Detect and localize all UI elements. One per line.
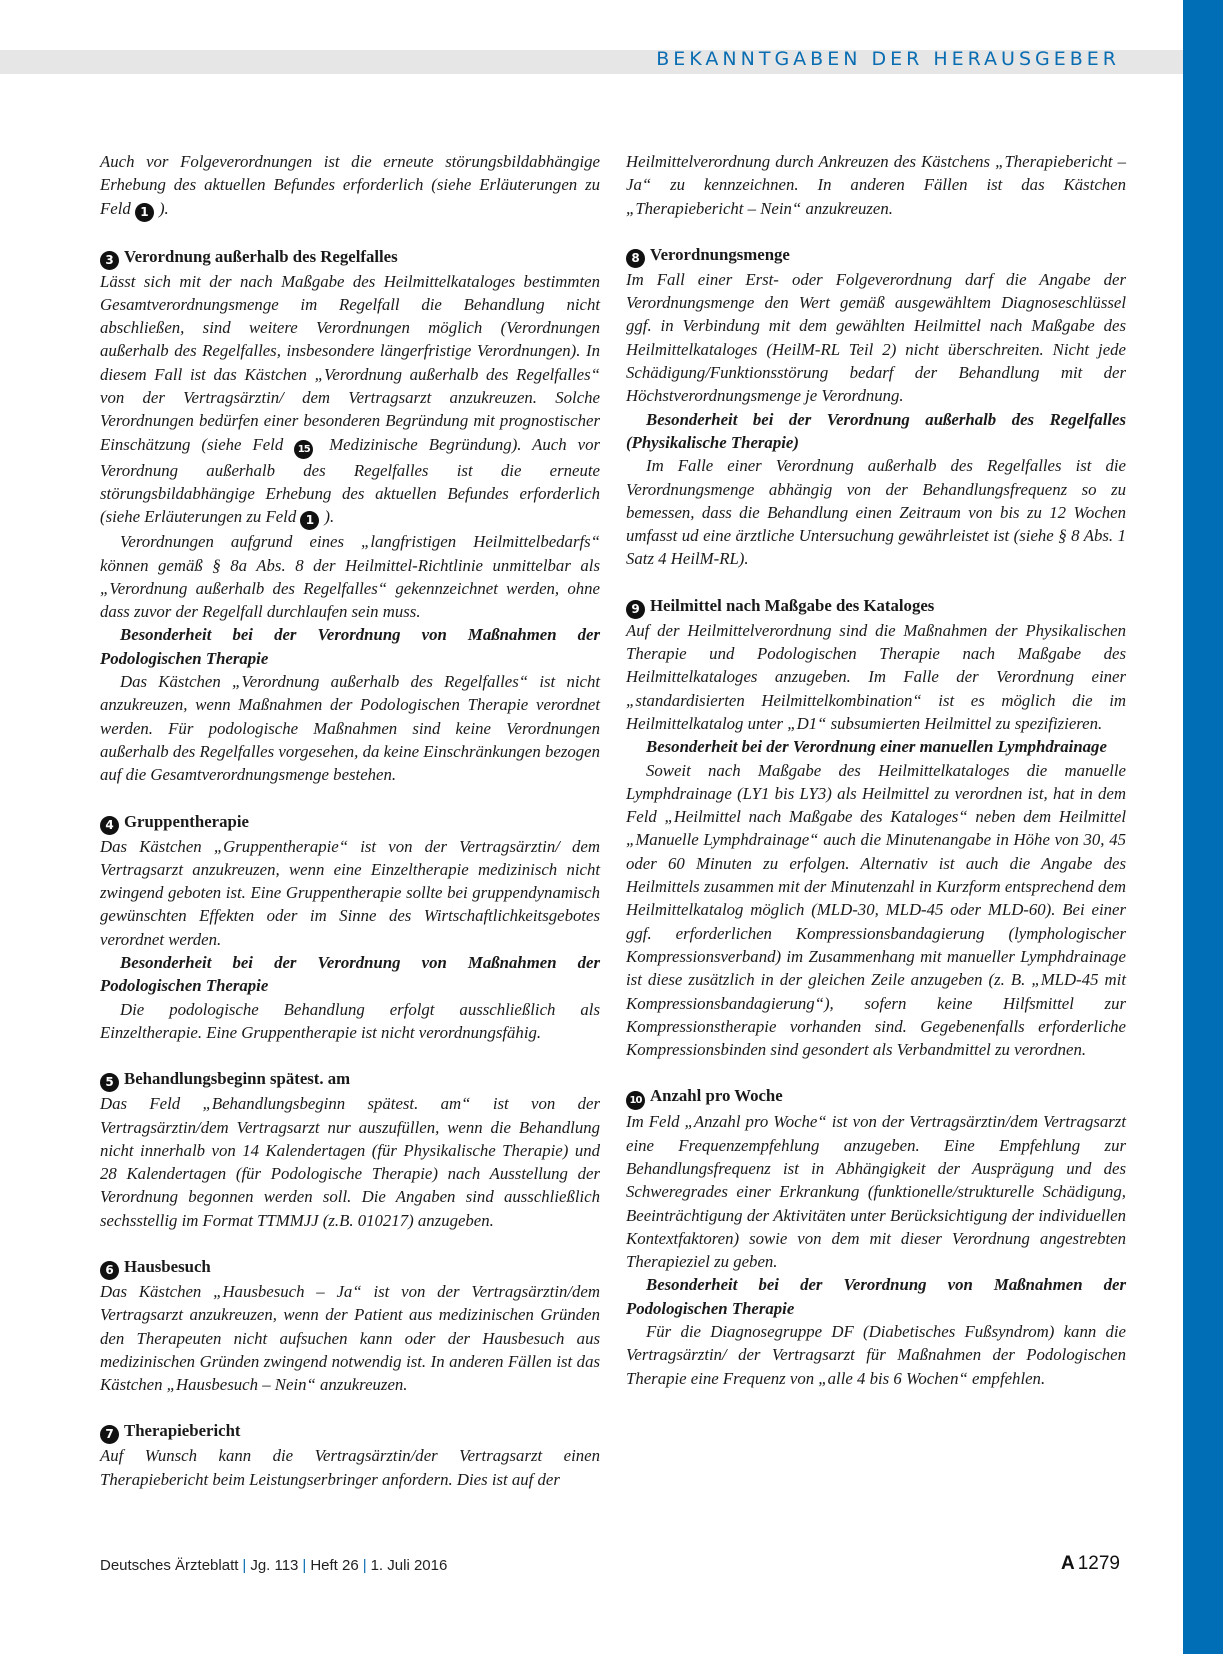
publication-date: 1. Juli 2016 <box>370 1557 448 1574</box>
page-number-value: 1279 <box>1077 1553 1120 1574</box>
continued-paragraph: Heilmittelverordnung durch Ankreuzen des Kästchens „Therapiebericht – Ja“ zu kennzeichnen. In anderen Fällen ist das Kästchen „Therapiebericht – Nein“ anzukreuzen. <box>626 152 1126 218</box>
section-8-paragraph-1: Im Fall einer Erst- oder Folgeverordnung darf die Angabe der Verordnungsmenge den Wert gemäß ausgewähltem Diagnoseschlüssel ggf. in Verbindung mit dem gewählten Heilmittel nach Maßgabe des Heilmittelkataloges (HeilM-RL Teil 2) nicht überschreiten. Nicht jede Schädigung/Funktionsstörung bedarf der Behandlung mit der Höchstverordnungsmenge je Verordnung. <box>626 269 1126 406</box>
section-header-title: BEKANNTGABEN DER HERAUSGEBER <box>656 48 1120 70</box>
section-3-paragraph-1 <box>100 270 600 531</box>
section-number-badge: 4 <box>100 816 119 835</box>
section-number-badge: 8 <box>626 249 645 268</box>
section-3-subheading: Besonderheit bei der Verordnung von Maßnahmen der Podologischen Therapie <box>100 625 600 668</box>
section-number-badge: 7 <box>100 1425 119 1444</box>
section-10-paragraph-1: Im Feld „Anzahl pro Woche“ ist von der Vertragsärztin/dem Vertragsarzt eine Frequenzempfehlung anzugeben. Eine Empfehlung zur Behandlungsfrequenz ist in Abhängigkeit der Ausprägung und des Schweregrades einer Erkrankung (funktionelle/strukturelle Schädigung, Beeinträchtigung der Aktivitäten unter Berücksichtigung der individuellen Kontextfaktoren) sowie von dem mit dieser Verordnung angestrebten Therapieziel zu geben. <box>626 1112 1126 1272</box>
section-heading-10 <box>626 1084 1126 1110</box>
page-number <box>1061 1553 1120 1575</box>
accent-sidebar-bar <box>1183 0 1223 1654</box>
section-heading-4 <box>100 810 600 835</box>
section-9-paragraph-1: Auf der Heilmittelverordnung sind die Maßnahmen der Physikalischen Therapie und Podologischen Therapie nach Maßgabe des Heilmittelkataloges anzugeben. Im Falle der Verordnung einer „standardisierten Heilmittelkombination“ ist es möglich die im Heilmittelkatalog unter „D1“ subsumierten Heilmittel zu spezifizieren. <box>626 620 1126 733</box>
section-number-badge: 3 <box>100 251 119 270</box>
right-column <box>626 150 1126 1390</box>
left-column <box>100 150 600 1491</box>
section-title: Verordnung außerhalb des Regelfalles <box>124 246 398 266</box>
journal-name: Deutsches Ärzteblatt <box>100 1557 239 1574</box>
section-number-badge: 10 <box>626 1091 645 1110</box>
section-number-badge: 9 <box>626 600 645 619</box>
section-8-paragraph-2: Im Falle einer Verordnung außerhalb des Regelfalles ist die Verordnungsmenge abhängig von der Behandlungsfrequenz so zu bemessen, dass die Behandlung einen Zeitraum von bis zu 12 Wochen umfasst ud eine ärztliche Untersuchung gewährleistet ist (siehe § 8 Abs. 1 Satz 4 HeilM-RL). <box>626 456 1126 569</box>
journal-issue: Heft 26 <box>310 1557 359 1574</box>
section-title: Hausbesuch <box>124 1256 211 1276</box>
section-title: Therapiebericht <box>124 1421 241 1441</box>
section-7-paragraph-1: Auf Wunsch kann die Vertragsärztin/der Vertragsarzt einen Therapiebericht beim Leistungserbringer anfordern. Dies ist auf der <box>100 1446 600 1489</box>
section-title: Verordnungsmenge <box>650 244 790 264</box>
section-number-badge: 5 <box>100 1073 119 1092</box>
intro-paragraph <box>100 150 600 222</box>
page-prefix: A <box>1060 1553 1075 1574</box>
section-8-subheading: Besonderheit bei der Verordnung außerhalb des Regelfalles (Physikalische Therapie) <box>626 409 1126 452</box>
section-4-paragraph-2: Die podologische Behandlung erfolgt ausschließlich als Einzeltherapie. Eine Gruppentherapie ist nicht verordnungsfähig. <box>100 999 600 1042</box>
section-title: Heilmittel nach Maßgabe des Kataloges <box>650 595 935 615</box>
footer-separator: | <box>362 1557 367 1574</box>
section-heading-7 <box>100 1419 600 1444</box>
section-number-badge: 6 <box>100 1261 119 1280</box>
footer-citation <box>100 1557 447 1574</box>
field-number-badge: 1 <box>300 511 319 530</box>
journal-volume: Jg. 113 <box>250 1557 299 1574</box>
paragraph-text: Medizinische Begründung). Auch vor Verordnung außerhalb des Regelfalles ist die erneute störungsbildabhängige Erhebung des aktuellen Befundes erforderlich (siehe Erläuterungen zu Feld <box>100 434 600 527</box>
intro-text-end: ). <box>158 198 169 218</box>
section-heading-6 <box>100 1255 600 1280</box>
section-3-paragraph-3: Das Kästchen „Verordnung außerhalb des Regelfalles“ ist nicht anzukreuzen, wenn Maßnahmen der Podologischen Therapie verordnet werden. Für podologische Maßnahmen sind keine Verordnungen außerhalb des Regelfalles vorgesehen, da keine Einschränkungen bezogen auf die Gesamtverordnungsmenge bestehen. <box>100 672 600 785</box>
section-heading-9 <box>626 594 1126 619</box>
footer-separator: | <box>242 1557 247 1574</box>
section-heading-8 <box>626 243 1126 268</box>
section-6-paragraph-1: Das Kästchen „Hausbesuch – Ja“ ist von der Vertragsärztin/dem Vertragsarzt anzukreuzen, wenn der Patient aus medizinischen Gründen den Therapeuten nicht aufsuchen kann oder der Hausbesuch aus medizinischen Gründen zwingend notwendig ist. In anderen Fällen ist das Kästchen „Hausbesuch – Nein“ anzukreuzen. <box>100 1281 600 1395</box>
section-title: Anzahl pro Woche <box>650 1086 783 1106</box>
section-4-paragraph-1: Das Kästchen „Gruppentherapie“ ist von der Vertragsärztin/ dem Vertragsarzt anzukreuzen, wenn eine Einzeltherapie medizinisch nicht zwingend geboten ist. Eine Gruppentherapie sollte bei gruppendynamisch gewünschten Effekten oder im Sinne des Wirtschaftlichkeitsgebotes verordnet werden. <box>100 836 600 949</box>
section-title: Gruppentherapie <box>124 811 249 831</box>
section-9-subheading: Besonderheit bei der Verordnung einer manuellen Lymphdrainage <box>646 737 1107 757</box>
section-5-paragraph-1: Das Feld „Behandlungsbeginn spätest. am“ ist von der Vertragsärztin/dem Vertragsarzt nur auszufüllen, wenn die Behandlung nicht innerhalb von 14 Kalendertagen (für Physikalische Therapie) und 28 Kalendertagen (für Podologische Therapie) nach Ausstellung der Verordnung begonnen werden soll. Die Angaben sind ausschließlich sechsstellig im Format TTMMJJ (z.B. 010217) anzugeben. <box>100 1094 600 1230</box>
section-4-subheading: Besonderheit bei der Verordnung von Maßnahmen der Podologischen Therapie <box>100 953 600 996</box>
field-number-badge: 15 <box>294 440 313 459</box>
section-heading-5 <box>100 1067 600 1092</box>
paragraph-text: ). <box>324 507 335 527</box>
section-9-paragraph-2: Soweit nach Maßgabe des Heilmittelkataloges die manuelle Lymphdrainage (LY1 bis LY3) als Heilmittel zu verordnen ist, hat in dem Feld „Heilmittel nach Maßgabe des Kataloges“ neben dem Heilmittel „Manuelle Lymphdrainage“ auch die Minutenangabe in Höhe von 30, 45 oder 60 Minuten zu erfolgen. Alternativ ist auch die Angabe des Heilmittels zusammen mit der Minutenzahl in Kurzform entsprechend dem Heilmittelkatalog möglich (MLD-30, MLD-45 oder MLD-60). Bei einer ggf. erforderlichen Kompressionsbandagierung (lymphologischer Kompressionsverband) im Zusammenhang mit manueller Lymphdrainage ist diese zusätzlich in der gleichen Zeile anzugeben (z. B. „MLD-45 mit Kompressionsbandagierung“), sofern keine Hilfsmittel zur Kompressionstherapie vorhanden sind. Gegebenenfalls erforderliche Kompressionsbinden sind gesondert als Verbandmittel zu verordnen. <box>626 760 1126 1060</box>
field-number-badge: 1 <box>135 203 154 222</box>
section-3-paragraph-2: Verordnungen aufgrund eines „langfristigen Heilmittelbedarfs“ können gemäß § 8a Abs. 8 der Heilmittel-Richtlinie unmittelbar als „Verordnung außerhalb des Regelfalles“ gekennzeichnet werden, ohne dass zuvor der Regelfall durchlaufen sein muss. <box>100 532 600 622</box>
section-10-paragraph-2: Für die Diagnosegruppe DF (Diabetisches Fußsyndrom) kann die Vertragsärztin/ der Vertragsarzt für Maßnahmen der Podologischen Therapie eine Frequenz von „alle 4 bis 6 Wochen“ empfehlen. <box>626 1322 1126 1388</box>
paragraph-text: Lässt sich mit der nach Maßgabe des Heilmittelkataloges bestimmten Gesamtverordnungsmenge im Regelfall die Behandlung nicht abschließen, sind weitere Verordnungen möglich (Verordnungen außerhalb des Regelfalles, insbesondere längerfristige Verordnungen). In diesem Fall ist das Kästchen „Verordnung außerhalb des Regelfalles“ von der Vertragsärztin/ dem Vertragsarzt anzukreuzen. Solche Verordnungen bedürfen einer besonderen Begründung mit prognostischer Einschätzung (siehe Feld <box>100 271 600 454</box>
section-heading-3 <box>100 245 600 270</box>
intro-text: Auch vor Folgeverordnungen ist die erneute störungsbildabhängige Erhebung des aktuellen Befundes erforderlich (siehe Erläuterungen zu Feld <box>100 152 600 218</box>
footer-separator: | <box>302 1557 307 1574</box>
section-title: Behandlungsbeginn spätest. am <box>124 1069 351 1089</box>
section-10-subheading: Besonderheit bei der Verordnung von Maßnahmen der Podologischen Therapie <box>626 1275 1126 1318</box>
